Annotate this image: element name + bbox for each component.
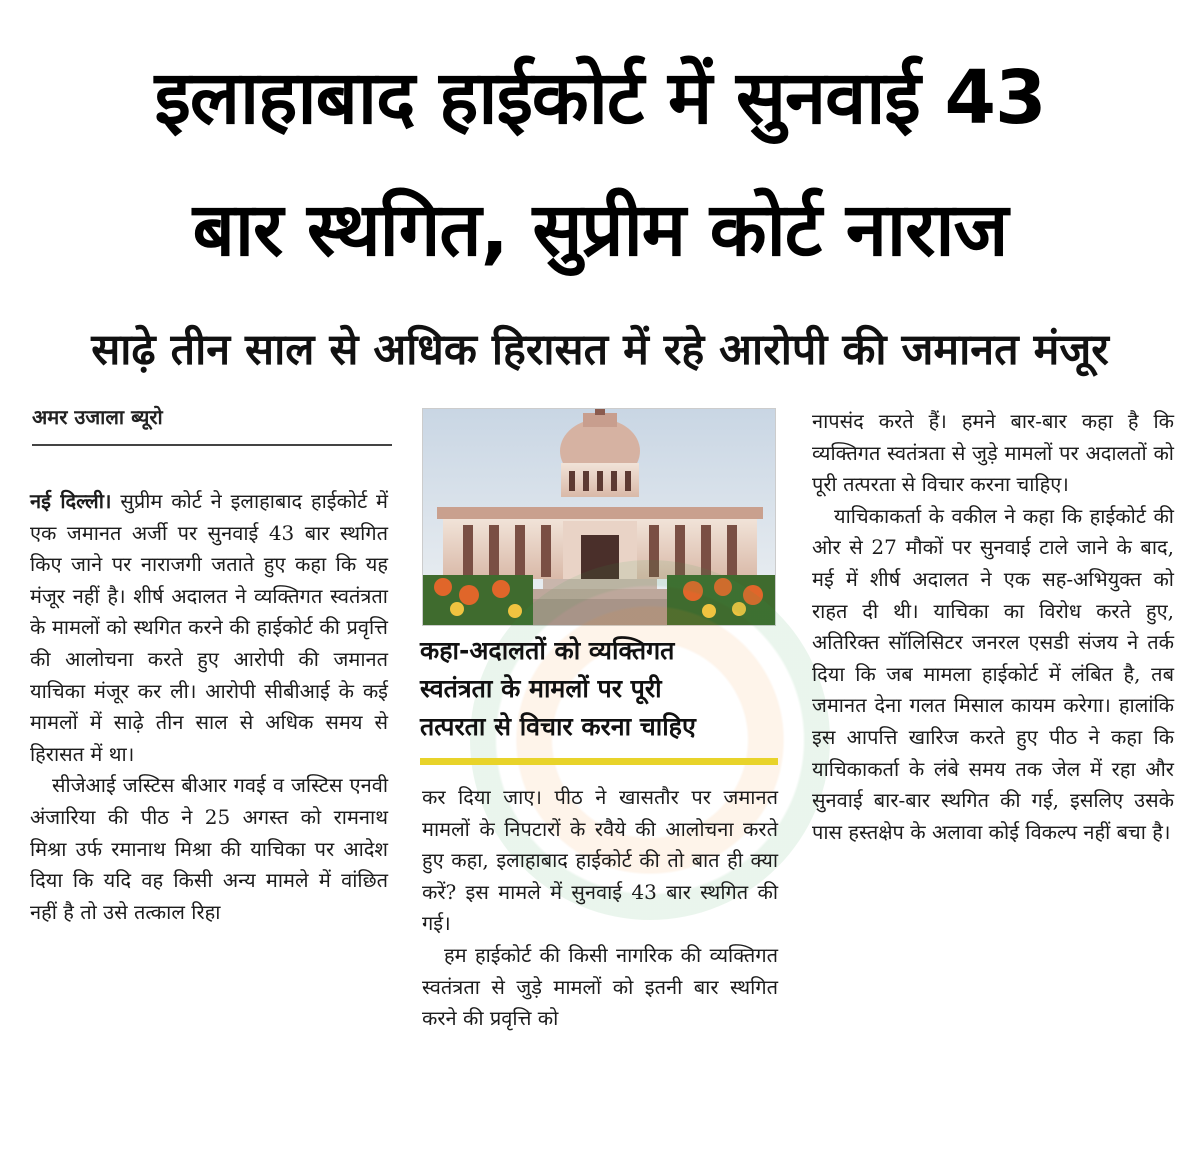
paragraph-4: हम हाईकोर्ट की किसी नागरिक की व्यक्तिगत स्वतंत्रता से जुड़े मामलों को इतनी बार स्थगित करने की प्रवृत्ति को bbox=[422, 942, 778, 1031]
paragraph-1-body: सुप्रीम कोर्ट ने इलाहाबाद हाईकोर्ट में एक जमानत अर्जी पर सुनवाई 43 बार स्थगित किए जाने पर नाराजगी जताते हुए कहा कि यह मंजूर नहीं है। शीर्ष अदालत ने व्यक्तिगत स्वतंत्रता के मामलों को स्थगित करने की हाईकोर्ट की प्रवृत्ति की आलोचना करते हुए आरोपी की जमानत याचिका मंजूर कर ली। आरोपी सीबीआई के कई मामलों में साढ़े तीन साल से अधिक समय से हिरासत में था। bbox=[30, 489, 388, 766]
paragraph-3: कर दिया जाए। पीठ ने खासतौर पर जमानत मामलों के निपटारों के रवैये की आलोचना करते हुए कहा, इलाहाबाद हाईकोर्ट की तो बात ही क्या करें? इस मामले में सुनवाई 43 बार स्थगित की गई। bbox=[422, 785, 778, 936]
dateline: नई दिल्ली। bbox=[30, 489, 112, 513]
article-column-right bbox=[812, 406, 1174, 848]
article-column-middle bbox=[422, 782, 778, 1035]
supreme-court-photo bbox=[422, 408, 776, 626]
subheadline: साढ़े तीन साल से अधिक हिरासत में रहे आरोपी की जमानत मंजूर bbox=[91, 325, 1109, 375]
pull-quote-line-3: तत्परता से विचार करना चाहिए bbox=[420, 712, 696, 741]
paragraph-2: सीजेआई जस्टिस बीआर गवई व जस्टिस एनवी अंजारिया की पीठ ने 25 अगस्त को रामनाथ मिश्रा उर्फ रमानाथ मिश्रा की याचिका पर आदेश दिया कि यदि वह किसी अन्य मामले में वांछित नहीं है तो उसे तत्काल रिहा bbox=[30, 773, 388, 924]
headline-line-2: बार स्थगित, सुप्रीम कोर्ट नाराज bbox=[192, 187, 1008, 273]
supreme-court-illustration bbox=[423, 409, 776, 626]
headline-line-1: इलाहाबाद हाईकोर्ट में सुनवाई 43 bbox=[154, 55, 1046, 141]
pull-quote bbox=[420, 632, 778, 765]
article-column-left bbox=[30, 486, 388, 928]
pull-quote-line-1: कहा-अदालतों को व्यक्तिगत bbox=[420, 636, 675, 665]
paragraph-1 bbox=[30, 486, 388, 770]
paragraph-5: नापसंद करते हैं। हमने बार-बार कहा है कि व्यक्तिगत स्वतंत्रता से जुड़े मामलों पर अदालतों को पूरी तत्परता से विचार करना चाहिए। bbox=[812, 409, 1174, 497]
paragraph-6: याचिकाकर्ता के वकील ने कहा कि हाईकोर्ट की ओर से 27 मौकों पर सुनवाई टाले जाने के बाद, मई में शीर्ष अदालत ने एक सह-अभियुक्त को राहत दी थी। याचिका का विरोध करते हुए, अतिरिक्त सॉलिसिटर जनरल एसडी संजय ने तर्क दिया कि जब मामला हाईकोर्ट में लंबित है, तब जमानत देना गलत मिसाल कायम करेगा। हालांकि इस आपत्ति खारिज करते हुए पीठ ने कहा कि याचिकाकर्ता के लंबे समय तक जेल में रहा और सुनवाई बार-बार स्थगित की गई, इसलिए उसके पास हस्तक्षेप के अलावा कोई विकल्प नहीं बचा है। bbox=[812, 503, 1174, 844]
pull-quote-line-2: स्वतंत्रता के मामलों पर पूरी bbox=[420, 674, 662, 703]
byline: अमर उजाला ब्यूरो bbox=[32, 402, 392, 446]
